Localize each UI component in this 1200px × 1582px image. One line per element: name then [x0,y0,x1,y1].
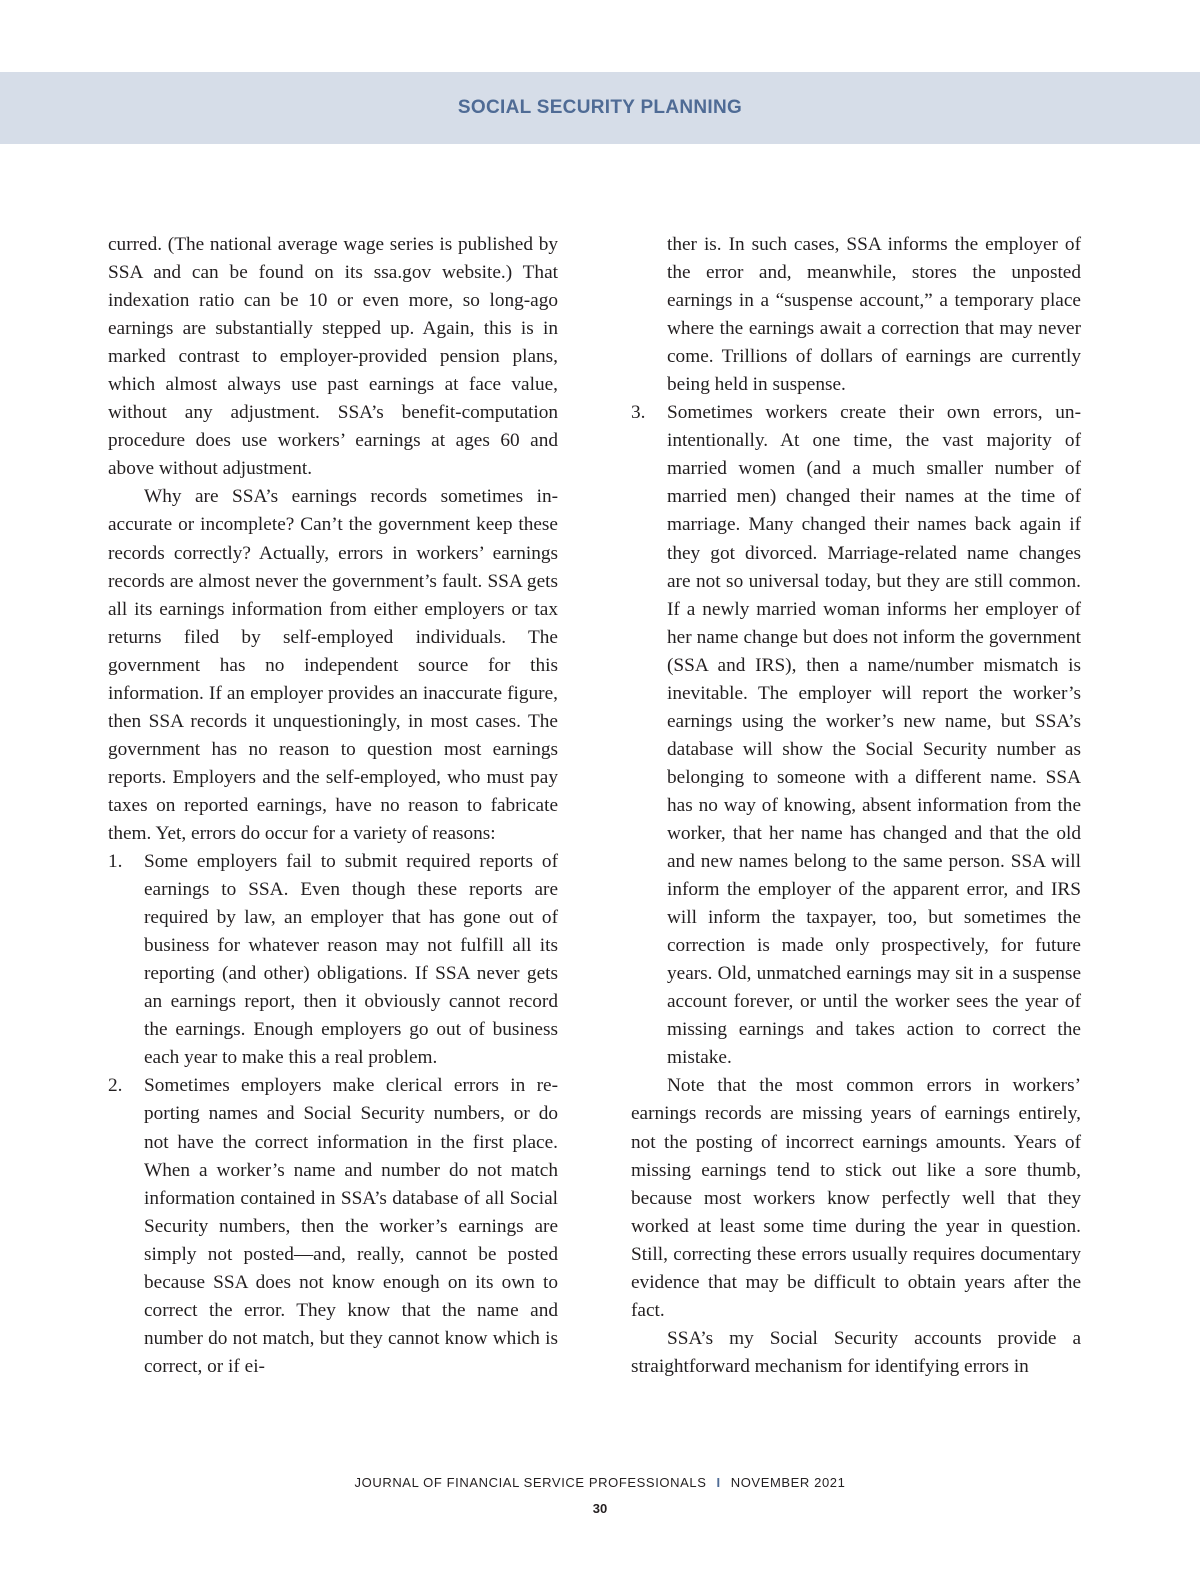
list-item [108,1072,558,1381]
list-number: 3. [631,402,646,424]
list-item-text: Sometimes employers make clerical errors in reporting names and Social Security numbers, or do not have the correct information in the first place. When a worker’s name and number do not match information contained in SSA’s database of all Social Security numbers, then the worker’s earnings are simply not posted—and, really, cannot be posted because SSA does not know enough on its own to correct the error. They know that the name and number do not match, but they cannot know which is correct, or if ei- [144,1075,558,1377]
list-item-text: Sometimes workers create their own errors, unintentionally. At one time, the vast majority of married women (and a much smaller number of married men) changed their names at the time of marriage. Many changed their names back again if they got divorced. Marriage-related name changes are not so universal today, but they are still common. If a newly married woman informs her employer of her name change but does not inform the government (SSA and IRS), then a name/number mismatch is inevitable. The employer will report the worker’s earnings using the worker’s new name, but SSA’s database will show the Social Security number as belonging to someone with a different name. SSA has no way of knowing, absent information from the worker, that her name has changed and that the old and new names belong to the same person. SSA will inform the employer of the apparent error, and IRS will inform the taxpayer, too, but sometimes the correction is made only prospectively, for future years. Old, unmatched earnings may sit in a suspense account forever, or until the worker sees the year of missing earnings and takes action to correct the mistake. [667,402,1081,1069]
list-number: 2. [108,1075,123,1097]
section-title: SOCIAL SECURITY PLANNING [457,97,743,118]
page-number: 30 [592,1501,608,1516]
footer-separator: I [716,1475,721,1490]
paragraph: Why are SSA’s earnings records sometimes inaccurate or incomplete? Can’t the government keep these records correctly? Actually, errors in workers’ earnings records are almost never the government’s fault. SSA gets all its earnings information from either employers or tax returns filed by self-employed individuals. The government has no independent source for this information. If an employer provides an inaccurate figure, then SSA records it unquestioningly, in most cases. The government has no reason to question most earnings reports. Employers and the self-employed, who must pay taxes on reported earnings, have no reason to fabricate them. Yet, errors do occur for a variety of reasons: [108,486,558,844]
paragraph: curred. (The national average wage series is published by SSA and can be found on its ssa.gov website.) That indexation ratio can be 10 or even more, so long-ago earnings are substantially stepped up. Again, this is in marked contrast to employer-provided pension plans, which almost always use past earnings at face value, without any adjustment. SSA’s benefit-computation procedure does use workers’ earnings at ages 60 and above without adjustment. [108,234,558,480]
list-item-text: ther is. In such cases, SSA informs the employer of the error and, meanwhile, stores the unposted earnings in a “suspense account,” a temporary place where the earnings await a correction that may never come. Trillions of dollars of earnings are currently being held in suspense. [667,234,1081,396]
list-item-text: Some employers fail to submit required reports of earnings to SSA. Even though these reports are required by law, an employer that has gone out of business for whatever reason may not fulfill all its reporting (and other) obligations. If SSA never gets an earnings report, then it obviously cannot record the earnings. Enough employers go out of business each year to make this a real problem. [144,851,558,1069]
paragraph: Note that the most common errors in workers’ earnings records are missing years of earnings entirely, not the posting of incorrect earnings amounts. Years of missing earnings tend to stick out like a sore thumb, because most workers know perfectly well that they worked at least some time during the year in question. Still, correcting these errors usually requires documentary evidence that may be difficult to obtain years after the fact. [631,1075,1081,1321]
paragraph: SSA’s my Social Security accounts provide a straightforward mechanism for identifying errors in [631,1327,1081,1377]
left-column [108,231,558,1381]
list-item [108,848,558,1072]
list-number: 1. [108,851,123,873]
issue-date: NOVEMBER 2021 [730,1475,846,1490]
journal-name: JOURNAL OF FINANCIAL SERVICE PROFESSIONALS [354,1475,707,1490]
footer [0,1475,1200,1490]
right-column [631,231,1081,1381]
list-item [631,399,1081,1072]
list-item-continuation [631,231,1081,399]
